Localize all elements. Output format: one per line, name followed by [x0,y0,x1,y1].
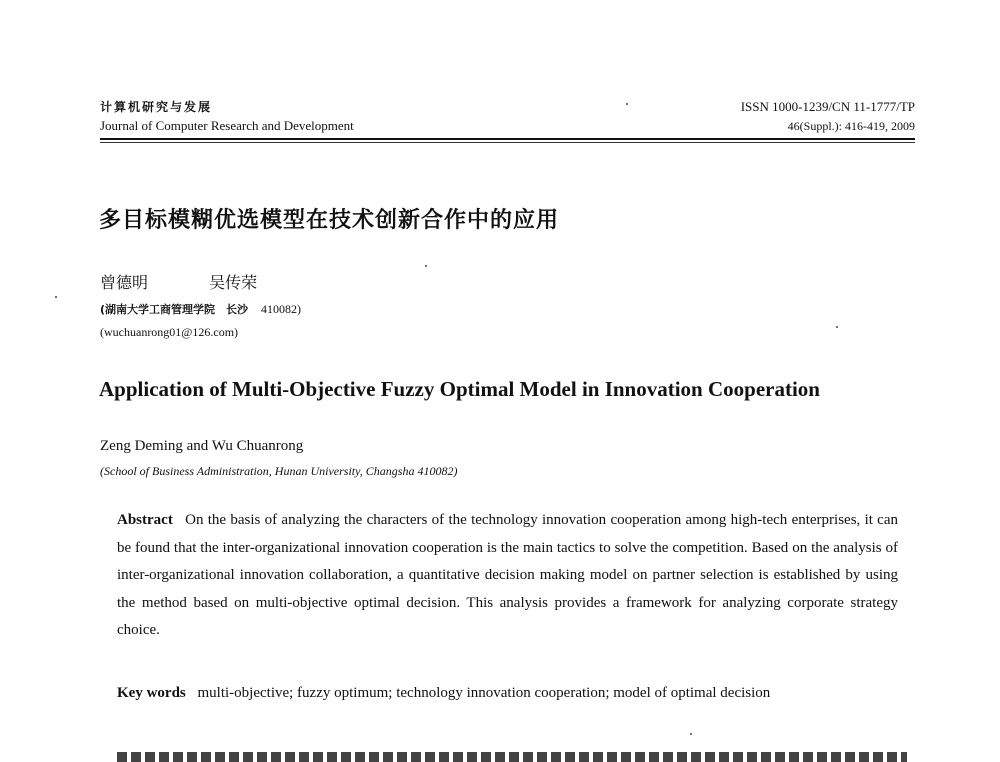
issn: ISSN 1000-1239/CN 11-1777/TP [740,99,915,114]
affiliation-cn-postcode: 410082) [261,302,302,316]
author-email: (wuchuanrong01@126.com) [100,325,239,339]
header-rule [100,138,915,140]
keywords-label: Key words [117,685,186,701]
journal-header [100,98,915,143]
header-row-top [100,98,915,115]
scan-speck [626,103,628,105]
keywords-text: multi-objective; fuzzy optimum; technology innovation cooperation; model of optimal decision [197,685,771,701]
scan-speck [55,296,57,298]
cut-off-body-text [117,752,907,762]
affiliation-cn-name: (湖南大学工商管理学院 长沙 [100,303,249,316]
scan-speck [425,265,427,267]
journal-name-cn: 计算机研究与发展 [100,100,213,114]
authors-cn [100,270,313,293]
authors-en: Zeng Deming and Wu Chuanrong [100,438,304,454]
author-cn-2: 吴传荣 [209,273,258,292]
header-rule-thin [100,142,915,143]
journal-name-en: Journal of Computer Research and Development [100,118,354,133]
abstract-text: On the basis of analyzing the characters of the technology innovation cooperation among high-tech enterprises, it can be found that the inter-organizational innovation cooperation is the main tactics to solve the competition. Based on the analysis of inter-organizational innovation collaboration, a quantitative decision making model on partner selection is established by using the method based on multi-objective optimal decision. This analysis provides a framework for analyzing corporate strategy choice. [117,512,899,638]
scan-speck [836,326,838,328]
affiliation-en: (School of Business Administration, Hunan University, Changsha 410082) [100,464,458,478]
keywords [117,680,898,708]
author-cn-1: 曾德明 [100,273,149,292]
abstract-label: Abstract [117,512,173,528]
abstract [117,507,898,645]
volume-pages: 46(Suppl.): 416-419, 2009 [787,119,915,133]
paper-title-cn: 多目标模糊优选模型在技术创新合作中的应用 [99,208,560,233]
header-row-bottom [100,118,915,134]
paper-title-en: Application of Multi-Objective Fuzzy Optimal Model in Innovation Cooperation [99,377,820,401]
affiliation-cn [100,301,301,317]
scan-speck [690,733,692,735]
